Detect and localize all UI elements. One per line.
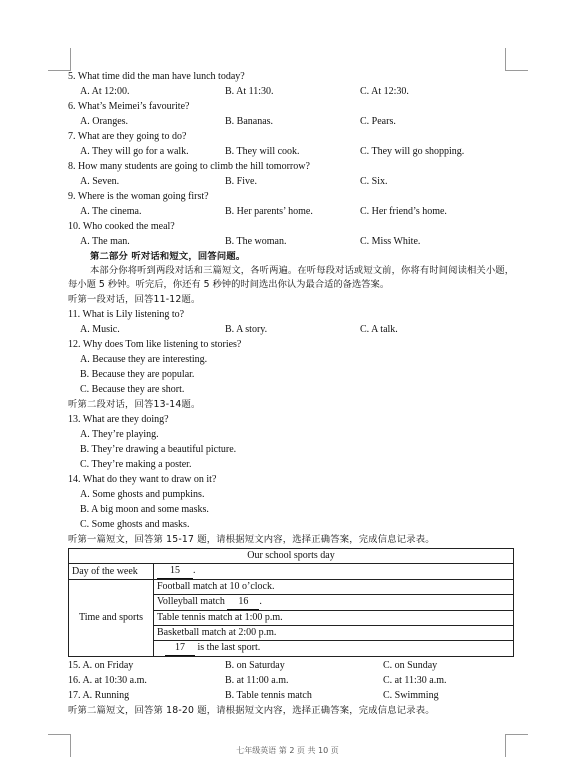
table-cell-text: is the last sport. [195, 642, 261, 653]
options-6 [68, 114, 514, 129]
option: 17. A. Running [68, 690, 130, 701]
options-10 [68, 234, 514, 249]
section-instructions: 本部分你将听到两段对话和三篇短文，各听两遍。在听每段对话或短文前，你将有时间阅读相关小题，每小题 5 秒钟。听完后，你还有 5 秒钟的时间选出你认为最合适的备选答案。 [68, 265, 514, 290]
crop-mark-top-left [48, 48, 71, 71]
option: C. They’re making a poster. [80, 459, 192, 470]
options-17 [68, 688, 514, 703]
option: C. Six. [360, 176, 388, 187]
option: B. They will cook. [225, 146, 300, 157]
option: B. A story. [225, 324, 268, 335]
options-7 [68, 144, 514, 159]
question-9: 9. Where is the woman going first? [68, 191, 209, 202]
passage-instruction-1: 听第一篇短文，回答第 15-17 题，请根据短文内容，选择正确答案，完成信息记录表。 [68, 534, 435, 545]
option: A. Because they are interesting. [80, 354, 208, 365]
option: C. Pears. [360, 116, 396, 127]
option: B. at 11:00 a.m. [225, 675, 289, 686]
option: B. Five. [225, 176, 257, 187]
option: A. Oranges. [80, 116, 129, 127]
table-cell-text: Football match at 10 o’clock. [157, 581, 275, 592]
option: C. at 11:30 a.m. [383, 675, 447, 686]
option: C. A talk. [360, 324, 398, 335]
option: C. Some ghosts and masks. [80, 519, 190, 530]
option: A. The cinema. [80, 206, 142, 217]
option: B. The woman. [225, 236, 287, 247]
table-cell-text: Basketball match at 2:00 p.m. [157, 627, 277, 638]
options-8 [68, 174, 514, 189]
option: C. Miss White. [360, 236, 421, 247]
table-row [154, 626, 514, 641]
question-12: 12. Why does Tom like listening to stories? [68, 339, 242, 350]
section-heading: 第二部分 听对话和短文，回答问题。 [90, 251, 246, 262]
table-cell-text: . [259, 596, 262, 607]
option: A. The man. [80, 236, 130, 247]
option: A. They’re playing. [80, 429, 159, 440]
question-11: 11. What is Lily listening to? [68, 309, 185, 320]
option: A. At 12:00. [80, 86, 130, 97]
option: C. Swimming [383, 690, 439, 701]
option: B. Bananas. [225, 116, 274, 127]
table-row [154, 595, 514, 611]
question-13: 13. What are they doing? [68, 414, 169, 425]
crop-mark-top-right [505, 48, 528, 71]
options-15 [68, 658, 514, 673]
passage-instruction-2: 听第二篇短文，回答第 18-20 题，请根据短文内容，选择正确答案，完成信息记录表。 [68, 705, 435, 716]
answer-blank-16[interactable]: 16 [227, 595, 259, 610]
option: B. on Saturday [225, 660, 285, 671]
options-11 [68, 322, 514, 337]
answer-blank-15[interactable]: 15 [157, 564, 193, 579]
dialogue-instruction-2: 听第二段对话，回答13-14题。 [68, 399, 201, 410]
option: 16. A. at 10:30 a.m. [68, 675, 147, 686]
question-14: 14. What do they want to draw on it? [68, 474, 217, 485]
option: B. Table tennis match [225, 690, 312, 701]
options-16 [68, 673, 514, 688]
table-row [154, 641, 514, 657]
table-row [154, 580, 514, 595]
option: B. They’re drawing a beautiful picture. [80, 444, 237, 455]
option: A. Some ghosts and pumpkins. [80, 489, 205, 500]
options-9 [68, 204, 514, 219]
option: A. Seven. [80, 176, 120, 187]
option: C. Because they are short. [80, 384, 185, 395]
option: 15. A. on Friday [68, 660, 134, 671]
option: C. on Sunday [383, 660, 438, 671]
table-title: Our school sports day [69, 549, 514, 564]
option: A. Music. [80, 324, 120, 335]
table-cell-text: Table tennis match at 1:00 p.m. [157, 612, 283, 623]
option: B. Her parents’ home. [225, 206, 313, 217]
question-8: 8. How many students are going to climb the hill tomorrow? [68, 161, 310, 172]
question-7: 7. What are they going to do? [68, 131, 187, 142]
page-content [68, 69, 514, 718]
option: B. Because they are popular. [80, 369, 195, 380]
sports-day-table [68, 548, 514, 657]
table-row [154, 611, 514, 626]
dialogue-instruction-1: 听第一段对话，回答11-12题。 [68, 294, 201, 305]
question-6: 6. What’s Meimei’s favourite? [68, 101, 190, 112]
option: A. They will go for a walk. [80, 146, 189, 157]
question-5: 5. What time did the man have lunch today? [68, 71, 245, 82]
options-5 [68, 84, 514, 99]
table-label-time-sports: Time and sports [69, 580, 154, 657]
table-label-day: Day of the week [69, 564, 154, 580]
question-10: 10. Who cooked the meal? [68, 221, 175, 232]
table-cell-text: Volleyball match [157, 596, 228, 607]
option: B. A big moon and some masks. [80, 504, 209, 515]
option: C. At 12:30. [360, 86, 409, 97]
option: B. At 11:30. [225, 86, 274, 97]
option: C. They will go shopping. [360, 146, 465, 157]
page-footer: 七年级英语 第 2 页 共 10 页 [236, 746, 339, 755]
table-cell-day: 15 . [154, 564, 514, 580]
answer-blank-17[interactable]: 17 [165, 641, 195, 656]
option: C. Her friend’s home. [360, 206, 447, 217]
